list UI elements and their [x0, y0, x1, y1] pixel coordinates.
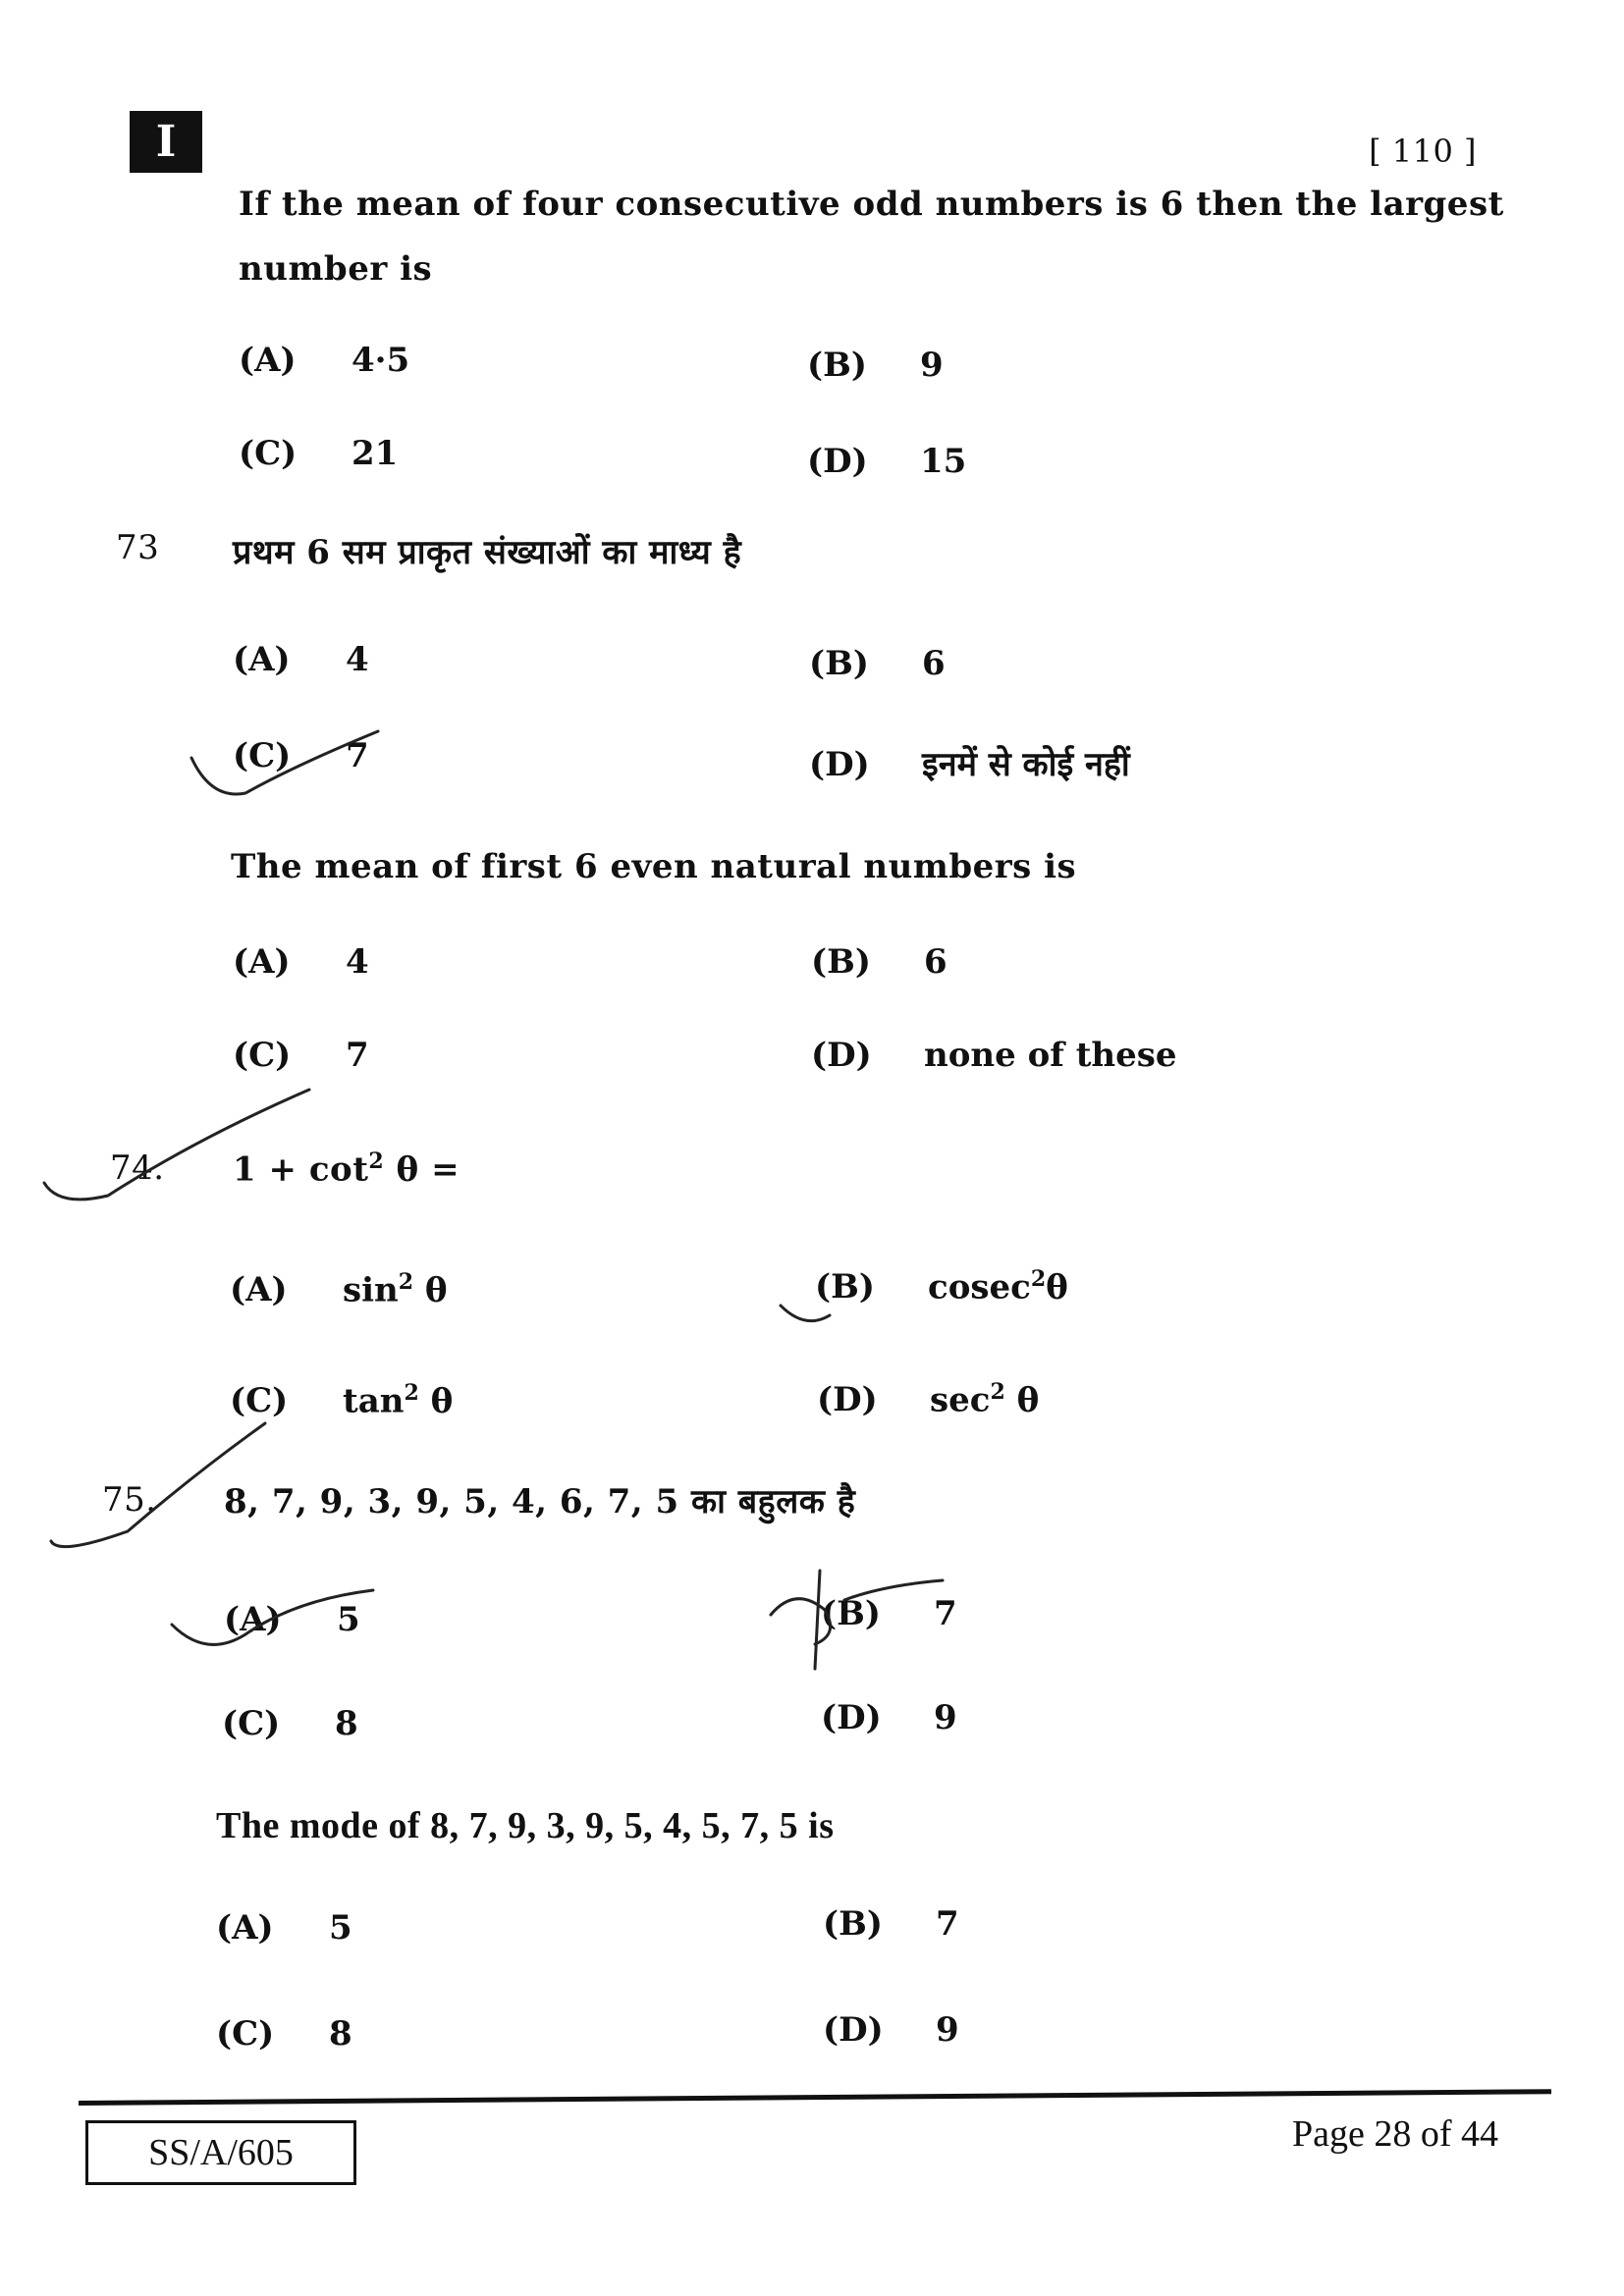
option-value: 7 [936, 1904, 959, 1944]
option-fn: sec [930, 1380, 991, 1420]
option-value: 5 [329, 1908, 352, 1948]
option-d [811, 1036, 1177, 1075]
option-c [233, 736, 369, 775]
option-a [239, 341, 409, 380]
option-label: (B) [811, 942, 871, 982]
paper-code: SS/A/605 [85, 2120, 356, 2185]
option-label: (D) [821, 1698, 882, 1737]
option-value: 15 [920, 442, 967, 481]
option-label: (C) [233, 1036, 292, 1075]
option-d [807, 442, 966, 481]
option-value: 9 [934, 1698, 957, 1737]
page-number: Page 28 of 44 [1292, 2113, 1499, 2155]
option-value: 4·5 [352, 341, 410, 380]
option-value: 7 [346, 736, 369, 775]
option-b [807, 346, 944, 385]
question-74-number: 74. [110, 1148, 165, 1188]
option-value: 7 [346, 1036, 369, 1075]
option-a [233, 942, 369, 982]
option-b [809, 644, 946, 683]
option-d [823, 2010, 959, 2050]
option-d [809, 740, 1130, 785]
option-value: 7 [934, 1594, 957, 1633]
option-value: 9 [920, 346, 944, 385]
option-label: (B) [815, 1267, 875, 1308]
option-label: (A) [233, 640, 291, 679]
option-value: 6 [924, 942, 947, 982]
option-label: (B) [821, 1594, 881, 1633]
option-var: θ [418, 1381, 454, 1421]
option-var: θ [1046, 1267, 1068, 1308]
section-label: I [130, 111, 202, 173]
option-var: θ [1004, 1380, 1040, 1420]
expr-base: 1 + cot [233, 1149, 369, 1190]
option-d [821, 1698, 957, 1737]
option-label: (C) [239, 434, 298, 473]
option-c [230, 1380, 453, 1420]
option-label: (B) [809, 644, 869, 683]
option-value: 8 [329, 2014, 352, 2054]
option-value: 6 [922, 644, 946, 683]
option-label: (A) [239, 341, 297, 380]
option-exp: 2 [990, 1379, 1005, 1405]
option-a [216, 1908, 352, 1948]
option-var: θ [413, 1270, 448, 1310]
option-label: (B) [807, 346, 867, 385]
option-label: (A) [224, 1600, 282, 1639]
option-value: 8 [335, 1704, 358, 1743]
option-fn: sin [343, 1270, 399, 1310]
question-72-text-line2: number is [239, 249, 433, 289]
question-73-text-hindi: प्रथम 6 सम प्राकृत संख्याओं का माध्य है [233, 533, 742, 572]
footer-rule [79, 2089, 1551, 2106]
question-75-text-hindi: 8, 7, 9, 3, 9, 5, 4, 6, 7, 5 का बहुलक है [224, 1482, 856, 1522]
option-value: इनमें से कोई नहीं [922, 745, 1130, 784]
option-value: 4 [346, 942, 369, 982]
option-label: (D) [807, 442, 868, 481]
option-exp: 2 [1030, 1266, 1047, 1292]
option-b [815, 1266, 1068, 1307]
question-75-number: 75. [102, 1480, 157, 1520]
option-a [230, 1269, 448, 1309]
option-fn: tan [343, 1381, 405, 1421]
option-label: (A) [216, 1908, 274, 1948]
question-72-text-line1: If the mean of four consecutive odd numbers is 6 then the largest [239, 185, 1504, 224]
option-label: (B) [823, 1904, 883, 1944]
marks: [ 110 ] [1369, 133, 1477, 170]
option-label: (C) [216, 2014, 275, 2054]
option-label: (D) [809, 745, 870, 784]
option-label: (C) [233, 736, 292, 775]
question-73-text-english: The mean of first 6 even natural numbers is [231, 847, 1077, 886]
option-b [821, 1594, 957, 1633]
option-b [823, 1904, 959, 1944]
option-exp: 2 [398, 1269, 414, 1295]
question-75-text-english: The mode of 8, 7, 9, 3, 9, 5, 4, 5, 7, 5 is [216, 1805, 835, 1846]
option-b [811, 942, 947, 982]
option-value: 4 [346, 640, 369, 679]
option-value: 5 [337, 1600, 360, 1639]
option-c [239, 434, 398, 473]
option-d [817, 1379, 1039, 1419]
option-value: none of these [924, 1036, 1177, 1075]
question-74-text [233, 1148, 460, 1189]
question-73-number: 73 [116, 528, 160, 567]
option-label: (D) [811, 1036, 872, 1075]
option-label: (C) [222, 1704, 281, 1743]
option-a [224, 1600, 360, 1639]
option-c [216, 2014, 352, 2054]
option-value: 21 [352, 434, 399, 473]
option-value: 9 [936, 2010, 959, 2050]
option-label: (C) [230, 1381, 289, 1421]
expr-exponent: 2 [368, 1148, 385, 1174]
option-label: (D) [823, 2010, 884, 2050]
option-label: (A) [233, 942, 291, 982]
option-exp: 2 [404, 1380, 419, 1406]
tick-mark-74b [781, 1306, 830, 1321]
expr-tail: θ = [384, 1149, 460, 1190]
option-c [222, 1704, 358, 1743]
option-label: (D) [817, 1380, 878, 1420]
option-label: (A) [230, 1270, 288, 1310]
option-fn: cosec [928, 1267, 1031, 1308]
option-c [233, 1036, 369, 1075]
option-a [233, 640, 369, 679]
